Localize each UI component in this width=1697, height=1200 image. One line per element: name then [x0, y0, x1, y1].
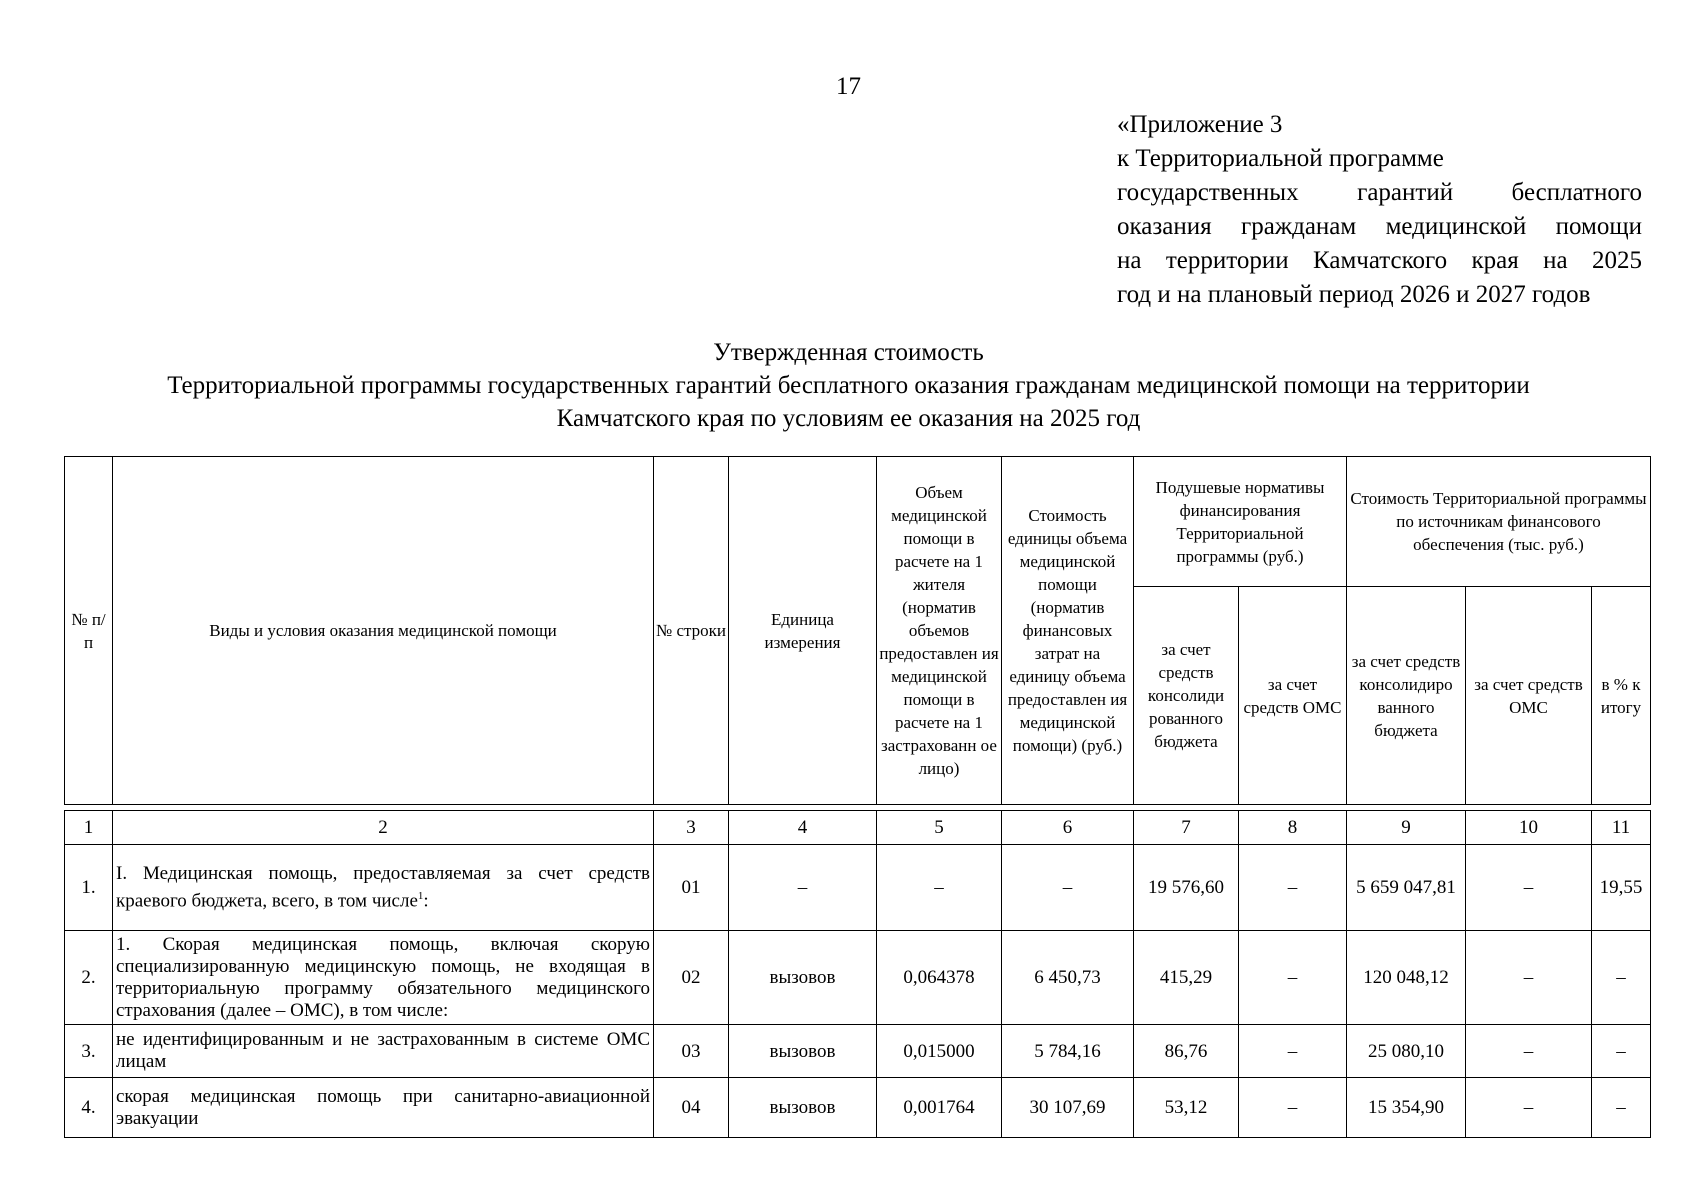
row-volume: 0,064378	[877, 931, 1002, 1025]
row-description: 1. Скорая медицинская помощь, включая скорую специализированную медицинскую помощь, не входящая в территориальную программу обязательного медицинского страхования (далее – ОМС), в том числе:	[113, 931, 654, 1025]
header-cost-oms: за счет средств ОМС	[1466, 587, 1592, 805]
footnote-marker: 1	[417, 889, 424, 902]
row-line-number: 04	[654, 1078, 729, 1138]
row-description: скорая медицинская помощь при санитарно-авиационной эвакуации	[113, 1078, 654, 1138]
row-percent: 19,55	[1592, 845, 1651, 931]
header-line-number: № строки	[654, 457, 729, 805]
row-unit-cost: 5 784,16	[1002, 1025, 1134, 1078]
appendix-line: год и на плановый период 2026 и 2027 годов	[1117, 281, 1591, 308]
title-line: Утвержденная стоимость	[713, 339, 984, 366]
header-pc-budget: за счет средств консолиди рованного бюджета	[1134, 587, 1239, 805]
column-number: 10	[1466, 811, 1592, 845]
row-line-number: 01	[654, 845, 729, 931]
row-cost-budget: 5 659 047,81	[1347, 845, 1466, 931]
header-num: № п/п	[65, 457, 113, 805]
row-cost-oms: –	[1466, 1025, 1592, 1078]
row-pc-budget: 19 576,60	[1134, 845, 1239, 931]
column-number-row	[65, 811, 1651, 845]
row-unit-cost: 6 450,73	[1002, 931, 1134, 1025]
column-number: 5	[877, 811, 1002, 845]
title-line: Территориальной программы государственных гарантий бесплатного оказания гражданам медицинской помощи на территории	[167, 372, 1530, 399]
row-pc-oms: –	[1239, 1025, 1347, 1078]
row-cost-oms: –	[1466, 1078, 1592, 1138]
row-num: 2.	[65, 931, 113, 1025]
header-pc-oms: за счет средств ОМС	[1239, 587, 1347, 805]
appendix-line: государственных гарантий бесплатного	[1117, 179, 1642, 206]
table-header	[64, 456, 1651, 805]
row-pc-oms: –	[1239, 931, 1347, 1025]
row-cost-budget: 15 354,90	[1347, 1078, 1466, 1138]
appendix-line: к Территориальной программе	[1117, 145, 1444, 172]
row-description-text: I. Медицинская помощь, предоставляемая за счет средств краевого бюджета, всего, в том числе	[116, 862, 650, 912]
appendix-header	[1117, 108, 1642, 312]
row-pc-budget: 53,12	[1134, 1078, 1239, 1138]
column-number: 2	[113, 811, 654, 845]
document-title	[0, 336, 1697, 435]
row-line-number: 02	[654, 931, 729, 1025]
table-row	[65, 845, 1651, 931]
row-unit-cost: 30 107,69	[1002, 1078, 1134, 1138]
row-unit: –	[729, 845, 877, 931]
row-pc-budget: 86,76	[1134, 1025, 1239, 1078]
row-cost-budget: 120 048,12	[1347, 931, 1466, 1025]
row-num: 3.	[65, 1025, 113, 1078]
appendix-line: оказания гражданам медицинской помощи	[1117, 213, 1642, 240]
row-cost-oms: –	[1466, 931, 1592, 1025]
header-unit-cost: Стоимость единицы объема медицинской помощи (норматив финансовых затрат на единицу объема предоставлен ия медицинской помощи) (руб.)	[1002, 457, 1134, 805]
table-row	[65, 1025, 1651, 1078]
column-number: 9	[1347, 811, 1466, 845]
row-num: 4.	[65, 1078, 113, 1138]
row-pc-budget: 415,29	[1134, 931, 1239, 1025]
column-number: 3	[654, 811, 729, 845]
row-description	[113, 845, 654, 931]
row-percent: –	[1592, 1025, 1651, 1078]
header-cost-group: Стоимость Территориальной программы по источникам финансового обеспечения (тыс. руб.)	[1347, 457, 1651, 587]
column-number: 11	[1592, 811, 1651, 845]
row-pc-oms: –	[1239, 1078, 1347, 1138]
row-volume: 0,001764	[877, 1078, 1002, 1138]
row-unit: вызовов	[729, 1078, 877, 1138]
header-cost-budget: за счет средств консолидиро ванного бюджета	[1347, 587, 1466, 805]
row-unit: вызовов	[729, 931, 877, 1025]
column-number: 8	[1239, 811, 1347, 845]
row-unit: вызовов	[729, 1025, 877, 1078]
table-row	[65, 931, 1651, 1025]
appendix-line: на территории Камчатского края на 2025	[1117, 247, 1642, 274]
appendix-line: «Приложение 3	[1117, 111, 1283, 138]
row-volume: –	[877, 845, 1002, 931]
header-per-capita-group: Подушевые нормативы финансирования Территориальной программы (руб.)	[1134, 457, 1347, 587]
row-percent: –	[1592, 931, 1651, 1025]
row-unit-cost: –	[1002, 845, 1134, 931]
row-pc-oms: –	[1239, 845, 1347, 931]
row-description: не идентифицированным и не застрахованным в системе ОМС лицам	[113, 1025, 654, 1078]
header-kind: Виды и условия оказания медицинской помощи	[113, 457, 654, 805]
table-body	[64, 810, 1651, 1138]
row-description-tail: :	[423, 890, 429, 912]
table-row	[65, 1078, 1651, 1138]
row-num: 1.	[65, 845, 113, 931]
row-cost-oms: –	[1466, 845, 1592, 931]
header-unit: Единица измерения	[729, 457, 877, 805]
row-cost-budget: 25 080,10	[1347, 1025, 1466, 1078]
row-volume: 0,015000	[877, 1025, 1002, 1078]
page-number: 17	[836, 73, 861, 100]
row-percent: –	[1592, 1078, 1651, 1138]
column-number: 7	[1134, 811, 1239, 845]
header-volume: Объем медицинской помощи в расчете на 1 жителя (норматив объемов предоставлен ия медицинской помощи в расчете на 1 застрахованн ое лицо)	[877, 457, 1002, 805]
column-number: 1	[65, 811, 113, 845]
title-line: Камчатского края по условиям ее оказания на 2025 год	[556, 405, 1141, 432]
column-number: 4	[729, 811, 877, 845]
header-percent: в % к итогу	[1592, 587, 1651, 805]
row-line-number: 03	[654, 1025, 729, 1078]
column-number: 6	[1002, 811, 1134, 845]
